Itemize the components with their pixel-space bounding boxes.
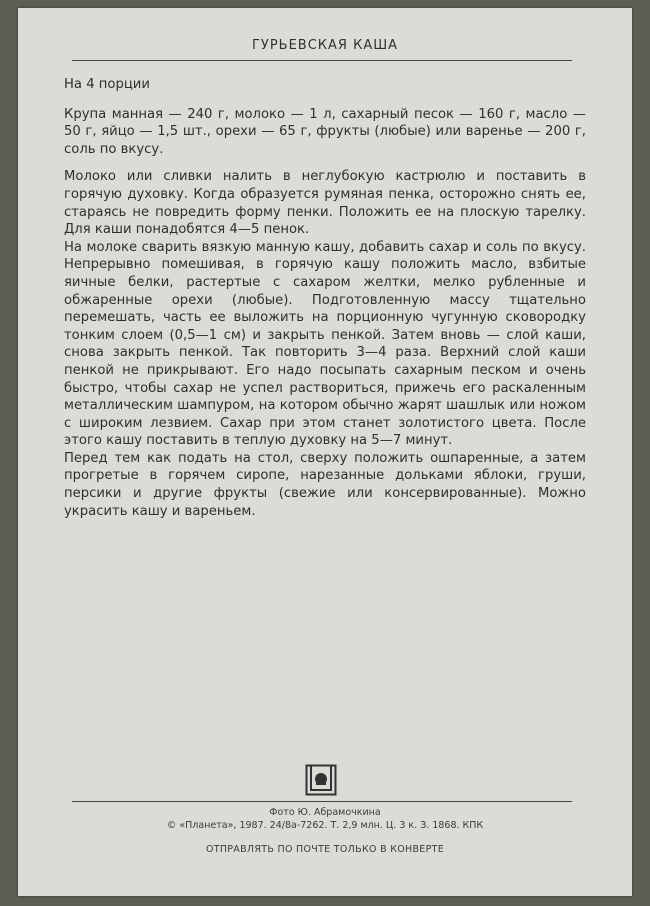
- recipe-title: ГУРЬЕВСКАЯ КАША: [251, 38, 399, 53]
- instruction-paragraph-2: На молоке сварить вязкую манную кашу, добавить сахар и соль по вкусу. Непрерывно помешивая, в горячую кашу положить масло, взбитые яичные белки, растертые с сахаром желтки, мелко рубленные и обжаренные орехи (любые). Подготовленную массу тщательно перемешать, часть ее выложить на порционную чугунную сковородку тонким слоем (0,5—1 см) и закрыть пенкой. Затем вновь — слой каши, снова закрыть пенкой. Так повторить 3—4 раза. Верхний слой каши пенкой не прикрывают. Его надо посыпать сахарным песком и очень быстро, чтобы сахар не успел раствориться, прижечь его раскаленным металлическим шампуром, на котором обычно жарят шашлык или ножом с широким лезвием. Сахар при этом станет золотистого цвета. После этого кашу поставить в теплую духовку на 5—7 минут.: [64, 239, 586, 449]
- mail-instruction: ОТПРАВЛЯТЬ ПО ПОЧТЕ ТОЛЬКО В КОНВЕРТЕ: [205, 844, 445, 855]
- ingredients-list: Крупа манная — 240 г, молоко — 1 л, сахарный песок — 160 г, масло — 50 г, яйцо — 1,5 шт., орехи — 65 г, фрукты (любые) или варенье — 200 г, соль по вкусу.: [64, 106, 586, 157]
- instruction-paragraph-1: Молоко или сливки налить в неглубокую кастрюлю и поставить в горячую духовку. Когда образуется румяная пенка, осторожно снять ее, стараясь не повредить форму пенки. Положить ее на плоскую тарелку. Для каши понадобятся 4—5 пенок.: [64, 169, 586, 238]
- recipe-body: [64, 76, 586, 520]
- postcard: [18, 8, 632, 896]
- servings-line: На 4 порции: [64, 77, 150, 92]
- instruction-paragraph-3: Перед тем как подать на стол, сверху положить ошпаренные, а затем прогретые в горячем сиропе, нарезанные дольками яблоки, груши, персики и другие фрукты (свежие или консервированные). Можно украсить кашу и вареньем.: [64, 450, 586, 519]
- publisher-logo-icon: [305, 764, 337, 796]
- bottom-divider: [72, 801, 572, 802]
- photo-credit: Фото Ю. Абрамочкина: [269, 807, 381, 818]
- publisher-imprint: © «Планета», 1987. 24/8а-7262. Т. 2,9 млн. Ц. 3 к. З. 1868. КПК: [166, 820, 484, 831]
- top-divider: [72, 60, 572, 61]
